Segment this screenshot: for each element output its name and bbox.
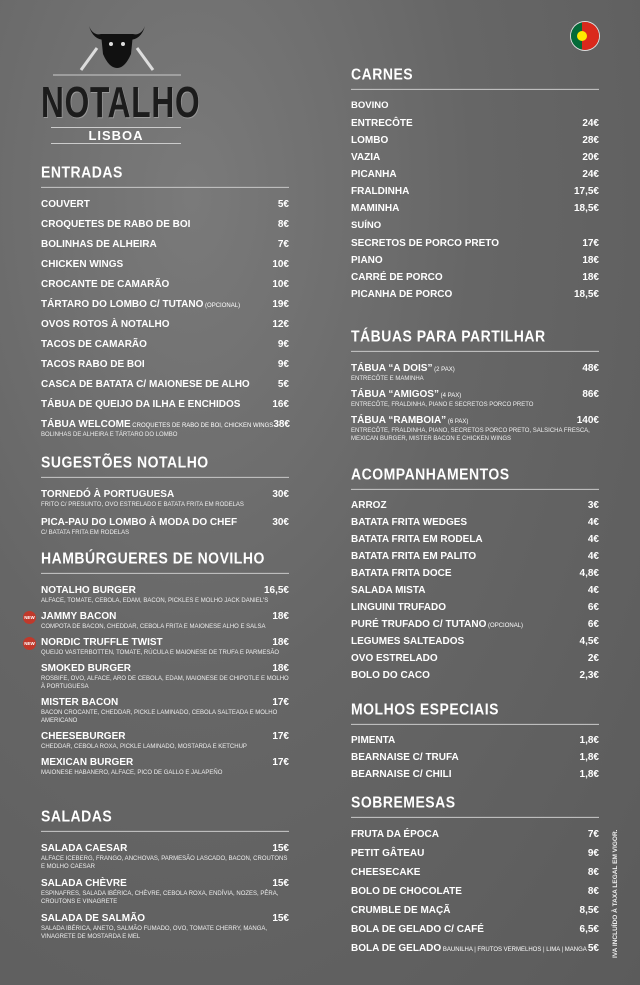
item-price: 18€	[272, 663, 289, 674]
item-name: PICANHA	[351, 169, 397, 180]
brand-name: NOTALHO	[41, 78, 201, 127]
menu-item	[351, 149, 599, 166]
item-price: 5€	[587, 943, 599, 954]
item-price: 1,8€	[579, 769, 599, 780]
item-name: BOLO DE CHOCOLATE	[351, 886, 462, 897]
menu-item	[351, 252, 599, 269]
menu-item	[351, 882, 599, 902]
menu-item	[41, 485, 289, 509]
item-name: PICA-PAU DO LOMBO À MODA DO CHEF	[41, 517, 238, 528]
item-price: 24€	[582, 118, 599, 129]
restaurant-logo	[41, 18, 201, 144]
new-badge: NEW	[23, 637, 36, 650]
item-name: SECRETOS DE PORCO PRETO	[351, 238, 499, 249]
item-price: 19€	[272, 299, 289, 310]
menu-item	[41, 693, 289, 725]
item-name: PIMENTA	[351, 735, 396, 746]
item-tag: (2 PAX)	[432, 367, 455, 373]
menu-item	[41, 874, 289, 906]
acompanhamentos-list	[351, 497, 599, 684]
menu-item	[351, 385, 599, 409]
menu-item	[351, 633, 599, 650]
item-price: 4€	[587, 517, 599, 528]
item-name: OVO ESTRELADO	[351, 653, 438, 664]
section-title-acompanhamentos: ACOMPANHAMENTOS	[351, 465, 599, 490]
item-name: BATATA FRITA EM RODELA	[351, 534, 483, 545]
item-name: BOLA DE GELADO C/ CAFÉ	[351, 924, 484, 935]
item-price: 3€	[587, 500, 599, 511]
menu-item	[41, 581, 289, 605]
item-name: CARRÉ DE PORCO	[351, 272, 443, 283]
item-name: BOLO DO CACO	[351, 670, 430, 681]
item-name: CRUMBLE DE MAÇÃ	[351, 905, 451, 916]
menu-item	[24, 633, 289, 657]
menu-item	[41, 355, 289, 375]
item-price: 17€	[272, 757, 289, 768]
item-price: 18,5€	[573, 289, 599, 300]
item-name: CHEESEBURGER	[41, 731, 126, 742]
menu-item	[351, 115, 599, 132]
menu-item	[351, 844, 599, 864]
menu-item	[351, 183, 599, 200]
item-name: PICANHA DE PORCO	[351, 289, 453, 300]
item-name: CROQUETES DE RABO DE BOI	[41, 219, 191, 230]
bull-head-icon	[41, 18, 193, 76]
menu-item	[351, 920, 599, 940]
item-description: BOLINHAS DE ALHEIRA E TÁRTARO DO LOMBO	[41, 432, 178, 438]
item-name: MEXICAN BURGER	[41, 757, 134, 768]
menu-item	[351, 766, 599, 783]
entradas-list	[41, 195, 289, 439]
menu-item	[351, 667, 599, 684]
item-name: ARROZ	[351, 500, 387, 511]
item-price: 6€	[587, 619, 599, 630]
menu-item	[351, 939, 599, 959]
menu-item	[351, 749, 599, 766]
section-title-tabuas: TÁBUAS PARA PARTILHAR	[351, 327, 599, 352]
item-name: VAZIA	[351, 152, 381, 163]
menu-item	[41, 659, 289, 691]
carnes-bovino-list	[351, 115, 599, 217]
item-name: ENTRECÔTE	[351, 118, 413, 129]
menu-item	[41, 415, 289, 439]
item-price: 15€	[272, 878, 289, 889]
portugal-flag-icon[interactable]	[571, 22, 599, 50]
item-price: 17€	[272, 697, 289, 708]
item-name: CHICKEN WINGS	[41, 259, 124, 270]
menu-item	[351, 582, 599, 599]
item-price: 2,3€	[579, 670, 599, 681]
item-name: SALADA CAESAR	[41, 843, 128, 854]
item-name: BATATA FRITA DOCE	[351, 568, 452, 579]
menu-item	[41, 513, 289, 537]
section-title-carnes: CARNES	[351, 65, 599, 90]
item-price: 28€	[582, 135, 599, 146]
item-name: NORDIC TRUFFLE TWIST	[41, 637, 163, 648]
item-price: 18€	[272, 637, 289, 648]
item-name: MAMINHA	[351, 203, 400, 214]
tax-footnote: IVA INCLUÍDO À TAXA LEGAL EM VIGOR.	[612, 829, 619, 958]
new-badge: NEW	[23, 611, 36, 624]
sugestoes-list	[41, 485, 289, 537]
item-tag: BAUNILHA | FRUTOS VERMELHOS | LIMA | MANGA	[441, 947, 587, 953]
item-name: TORNEDÓ À PORTUGUESA	[41, 489, 175, 500]
item-price: 17€	[582, 238, 599, 249]
menu-item	[351, 132, 599, 149]
item-name: PETIT GÂTEAU	[351, 848, 425, 859]
menu-item	[351, 200, 599, 217]
item-description: FRITO C/ PRESUNTO, OVO ESTRELADO E BATATA FRITA EM RODELAS	[41, 502, 244, 508]
item-price: 18€	[582, 272, 599, 283]
item-name: SALADA CHÈVRE	[41, 878, 127, 889]
item-price: 17,5€	[573, 186, 599, 197]
item-name: SALADA MISTA	[351, 585, 426, 596]
item-price: 10€	[272, 279, 289, 290]
menu-item	[41, 839, 289, 871]
menu-item	[351, 497, 599, 514]
menu-item	[351, 235, 599, 252]
item-description: CHEDDAR, CEBOLA ROXA, PICKLE LAMINADO, MOSTARDA E KETCHUP	[41, 744, 247, 750]
section-title-sugestoes: SUGESTÕES NOTALHO	[41, 453, 289, 478]
menu-item	[351, 825, 599, 845]
item-price: 12€	[272, 319, 289, 330]
item-price: 140€	[576, 415, 599, 426]
item-price: 4€	[587, 551, 599, 562]
menu-item	[351, 166, 599, 183]
item-price: 18,5€	[573, 203, 599, 214]
section-title-sobremesas: SOBREMESAS	[351, 793, 599, 818]
item-description: ENTRECÔTE, FRALDINHA, PIANO E SECRETOS PORCO PRETO	[351, 402, 534, 408]
item-name: TÁBUA WELCOME CROQUETES DE RABO DE BOI, CHICKEN WINGS	[41, 419, 274, 430]
item-name: TÁRTARO DO LOMBO C/ TUTANO (OPCIONAL)	[41, 299, 241, 310]
menu-item	[351, 514, 599, 531]
menu-item	[351, 901, 599, 921]
item-name: PIANO	[351, 255, 383, 266]
section-title-hamburgueres: HAMBÚRGUERES DE NOVILHO	[41, 549, 289, 574]
item-name: FRALDINHA	[351, 186, 410, 197]
item-name: TACOS RABO DE BOI	[41, 359, 145, 370]
item-price: 4€	[587, 585, 599, 596]
item-description: COMPOTA DE BACON, CHEDDAR, CEBOLA FRITA E MAIONESE ALHO E SALSA	[41, 624, 266, 630]
item-name: TÁBUA “A DOIS” (2 PAX)	[351, 363, 455, 374]
item-name: BOLINHAS DE ALHEIRA	[41, 239, 157, 250]
menu-item	[351, 286, 599, 303]
menu-item	[351, 548, 599, 565]
item-name: TÁBUA “AMIGOS” (4 PAX)	[351, 389, 462, 400]
item-name: FRUTA DA ÉPOCA	[351, 829, 439, 840]
item-name: LOMBO	[351, 135, 389, 146]
item-tag: (4 PAX)	[438, 393, 462, 399]
item-price: 9€	[277, 359, 289, 370]
item-price: 24€	[582, 169, 599, 180]
item-price: 10€	[272, 259, 289, 270]
item-price: 9€	[587, 848, 599, 859]
menu-item	[41, 315, 289, 335]
menu-item	[351, 732, 599, 749]
item-price: 9€	[277, 339, 289, 350]
item-price: 15€	[272, 913, 289, 924]
item-price: 1,8€	[579, 735, 599, 746]
item-description: MAIONESE HABANERO, ALFACE, PICO DE GALLO E JALAPEÑO	[41, 770, 223, 776]
menu-item	[351, 650, 599, 667]
item-name: MISTER BACON	[41, 697, 119, 708]
menu-item	[351, 269, 599, 286]
item-name: BEARNAISE C/ TRUFA	[351, 752, 459, 763]
menu-item	[41, 395, 289, 415]
item-name: SALADA DE SALMÃO	[41, 913, 146, 924]
group-bovino: BOVINO	[351, 100, 389, 111]
item-description: QUEIJO VASTERBOTTEN, TOMATE, RÚCULA E MAIONESE DE TRUFA E PARMESÃO	[41, 650, 280, 656]
menu-item	[41, 215, 289, 235]
menu-item	[351, 599, 599, 616]
item-price: 6€	[587, 602, 599, 613]
menu-item	[24, 607, 289, 631]
item-price: 8€	[587, 867, 599, 878]
item-description: BACON CROCANTE, CHEDDAR, PICKLE LAMINADO, CEBOLA SALTEADA E MOLHO AMERICANO	[41, 710, 278, 724]
section-title-molhos: MOLHOS ESPECIAIS	[351, 700, 599, 725]
item-name: CROCANTE DE CAMARÃO	[41, 279, 170, 290]
item-tag: (OPCIONAL)	[203, 303, 241, 309]
item-name: NOTALHO BURGER	[41, 585, 136, 596]
item-price: 30€	[272, 517, 289, 528]
item-name: PURÉ TRUFADO C/ TUTANO (OPCIONAL)	[351, 619, 524, 630]
item-tag: (OPCIONAL)	[486, 623, 524, 629]
item-description: C/ BATATA FRITA EM RODELAS	[41, 530, 130, 536]
menu-item	[351, 531, 599, 548]
menu-item	[351, 863, 599, 883]
menu-item	[41, 375, 289, 395]
item-description: ESPINAFRES, SALADA IBÉRICA, CHÈVRE, CEBOLA ROXA, ENDÍVIA, NOZES, PÊRA, CROUTONS E VINAGRETE	[41, 891, 279, 905]
item-tag: CROQUETES DE RABO DE BOI, CHICKEN WINGS	[130, 423, 274, 429]
item-description: ALFACE, TOMATE, CEBOLA, EDAM, BACON, PICKLES E MOLHO JACK DANIEL'S	[41, 598, 269, 604]
item-name: TÁBUA DE QUEIJO DA ILHA E ENCHIDOS	[41, 399, 241, 410]
item-price: 30€	[272, 489, 289, 500]
item-price: 2€	[587, 653, 599, 664]
item-description: ROSBIFE, OVO, ALFACE, ARO DE CEBOLA, EDAM, MAIONESE DE CHIPOTLE E MOLHO À PORTUGUESA	[41, 676, 289, 690]
item-name: CASCA DE BATATA C/ MAIONESE DE ALHO	[41, 379, 250, 390]
item-price: 38€	[273, 419, 290, 430]
item-price: 4€	[587, 534, 599, 545]
item-price: 7€	[277, 239, 289, 250]
item-name: LEGUMES SALTEADOS	[351, 636, 465, 647]
menu-item	[41, 295, 289, 315]
item-name: CHEESECAKE	[351, 867, 421, 878]
item-name: SMOKED BURGER	[41, 663, 132, 674]
item-price: 20€	[582, 152, 599, 163]
item-price: 18€	[582, 255, 599, 266]
city-name: LISBOA	[88, 128, 144, 143]
item-price: 86€	[582, 389, 599, 400]
item-name: COUVERT	[41, 199, 90, 210]
item-price: 18€	[272, 611, 289, 622]
menu-item	[351, 411, 599, 443]
item-name: BATATA FRITA EM PALITO	[351, 551, 477, 562]
menu-item	[351, 359, 599, 383]
item-name: JAMMY BACON	[41, 611, 117, 622]
menu-item	[351, 565, 599, 582]
item-name: OVOS ROTOS À NOTALHO	[41, 319, 170, 330]
item-price: 4,5€	[579, 636, 599, 647]
saladas-list	[41, 839, 289, 941]
menu-item	[41, 255, 289, 275]
item-price: 8€	[277, 219, 289, 230]
item-price: 48€	[582, 363, 599, 374]
item-tag: (6 PAX)	[446, 419, 469, 425]
item-name: BEARNAISE C/ CHILI	[351, 769, 452, 780]
menu-item	[41, 753, 289, 777]
menu-item	[41, 727, 289, 751]
item-name: LINGUINI TRUFADO	[351, 602, 446, 613]
item-name: TÁBUA “RAMBOIA” (6 PAX)	[351, 415, 469, 426]
menu-item	[351, 616, 599, 633]
item-price: 16€	[272, 399, 289, 410]
item-price: 6,5€	[579, 924, 599, 935]
item-price: 8€	[587, 886, 599, 897]
item-name: BATATA FRITA WEDGES	[351, 517, 468, 528]
item-description: SALADA IBÉRICA, ANETO, SALMÃO FUMADO, OVO, TOMATE CHERRY, MANGA, VINAGRETE DE MOSTARDA E MEL	[41, 926, 268, 940]
group-suino: SUÍNO	[351, 220, 382, 231]
menu-item	[41, 335, 289, 355]
item-description: ALFACE ICEBERG, FRANGO, ANCHOVAS, PARMESÃO LASCADO, BACON, CROUTONS E MOLHO CAESAR	[41, 856, 288, 870]
item-price: 5€	[277, 199, 289, 210]
item-description: ENTRECÔTE E MAMINHA	[351, 376, 424, 382]
item-description: ENTRECÔTE, FRALDINHA, PIANO, SECRETOS PORCO PRETO, SALSICHA FRESCA, MEXICAN BURGER, MISTER BACON E CHICKEN WINGS	[351, 428, 590, 442]
menu-item	[41, 195, 289, 215]
carnes-suino-list	[351, 235, 599, 303]
item-price: 4,8€	[579, 568, 599, 579]
menu-item	[41, 909, 289, 941]
item-price: 5€	[277, 379, 289, 390]
sobremesas-list	[351, 825, 599, 959]
item-price: 17€	[272, 731, 289, 742]
item-name: TACOS DE CAMARÃO	[41, 339, 147, 350]
item-price: 8,5€	[579, 905, 599, 916]
item-price: 16,5€	[263, 585, 289, 596]
tabuas-list	[351, 359, 599, 443]
menu-item	[41, 235, 289, 255]
item-price: 15€	[272, 843, 289, 854]
menu-item	[41, 275, 289, 295]
item-name: BOLA DE GELADO BAUNILHA | FRUTOS VERMELHOS | LIMA | MANGA	[351, 943, 587, 954]
hamburgueres-list	[24, 581, 289, 777]
section-title-entradas: ENTRADAS	[41, 163, 289, 188]
section-title-saladas: SALADAS	[41, 807, 289, 832]
molhos-list	[351, 732, 599, 783]
item-price: 1,8€	[579, 752, 599, 763]
item-price: 7€	[587, 829, 599, 840]
